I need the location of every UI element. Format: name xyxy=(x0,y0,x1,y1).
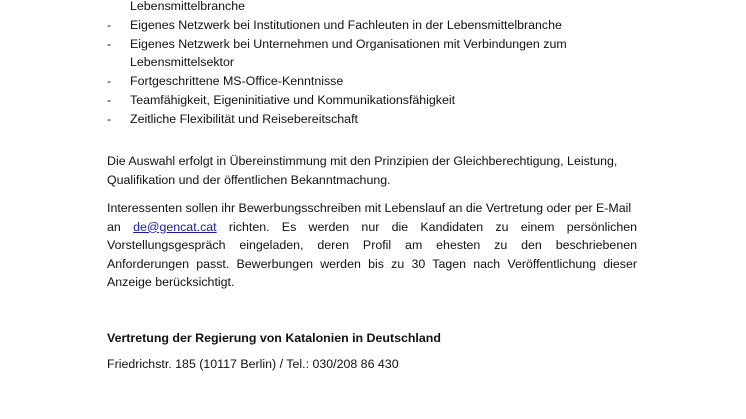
requirement-text: Lebensmittelsektor xyxy=(130,55,234,70)
list-item xyxy=(107,35,647,54)
organization-name: Vertretung der Regierung von Katalonien in Deutschland xyxy=(107,331,441,345)
list-item xyxy=(107,16,647,35)
organization-address: Friedrichstr. 185 (10117 Berlin) / Tel.: 030/208 86 430 xyxy=(107,357,399,371)
paragraph-line: Qualifikation und der öffentlichen Bekanntmachung. xyxy=(107,172,391,187)
bullet-dash: - xyxy=(107,92,112,107)
email-suffix: richten. Es werden nur die Kandidaten zu einem persönlichen xyxy=(228,219,637,234)
requirement-text: Teamfähigkeit, Eigeninitiative und Kommunikationsfähigkeit xyxy=(130,92,456,107)
bullet-dash: - xyxy=(107,17,112,32)
paragraph-line: Die Auswahl erfolgt in Übereinstimmung mit den Prinzipien der Gleichberechtigung, Leistung, xyxy=(107,154,618,168)
paragraph-line: Vorstellungsgespräch eingeladen, deren Profil am ehesten zu den beschriebenen xyxy=(107,238,637,253)
requirement-text: Zeitliche Flexibilität und Reisebereitschaft xyxy=(130,111,358,126)
requirements-list xyxy=(107,0,647,129)
email-prefix: an xyxy=(107,219,121,234)
list-item xyxy=(107,91,647,110)
requirement-text: Eigenes Netzwerk bei Institutionen und Fachleuten in der Lebensmittelbranche xyxy=(130,17,562,32)
list-item xyxy=(107,72,647,91)
bullet-dash: - xyxy=(107,36,112,51)
paragraph-line: Anzeige berücksichtigt. xyxy=(107,275,235,290)
bullet-dash: - xyxy=(107,111,112,126)
list-item xyxy=(107,53,647,72)
requirement-text: Eigenes Netzwerk bei Unternehmen und Organisationen mit Verbindungen zum xyxy=(130,36,567,51)
bullet-dash: - xyxy=(107,74,112,89)
requirement-text: Lebensmittelbranche xyxy=(130,0,246,13)
application-paragraph xyxy=(107,199,637,292)
paragraph-line: Interessenten sollen ihr Bewerbungsschreiben mit Lebenslauf an die Vertretung oder per E-Mail xyxy=(107,201,632,215)
paragraph-line-with-email xyxy=(107,218,637,237)
selection-paragraph xyxy=(107,152,637,189)
paragraph-line: Anforderungen passt. Bewerbungen werden bis zu 30 Tagen nach Veröffentlichung dieser xyxy=(107,256,637,271)
requirement-text: Fortgeschrittene MS-Office-Kenntnisse xyxy=(130,74,344,89)
list-item xyxy=(107,0,647,16)
list-item xyxy=(107,110,647,129)
email-link[interactable]: de@gencat.cat xyxy=(133,219,217,234)
